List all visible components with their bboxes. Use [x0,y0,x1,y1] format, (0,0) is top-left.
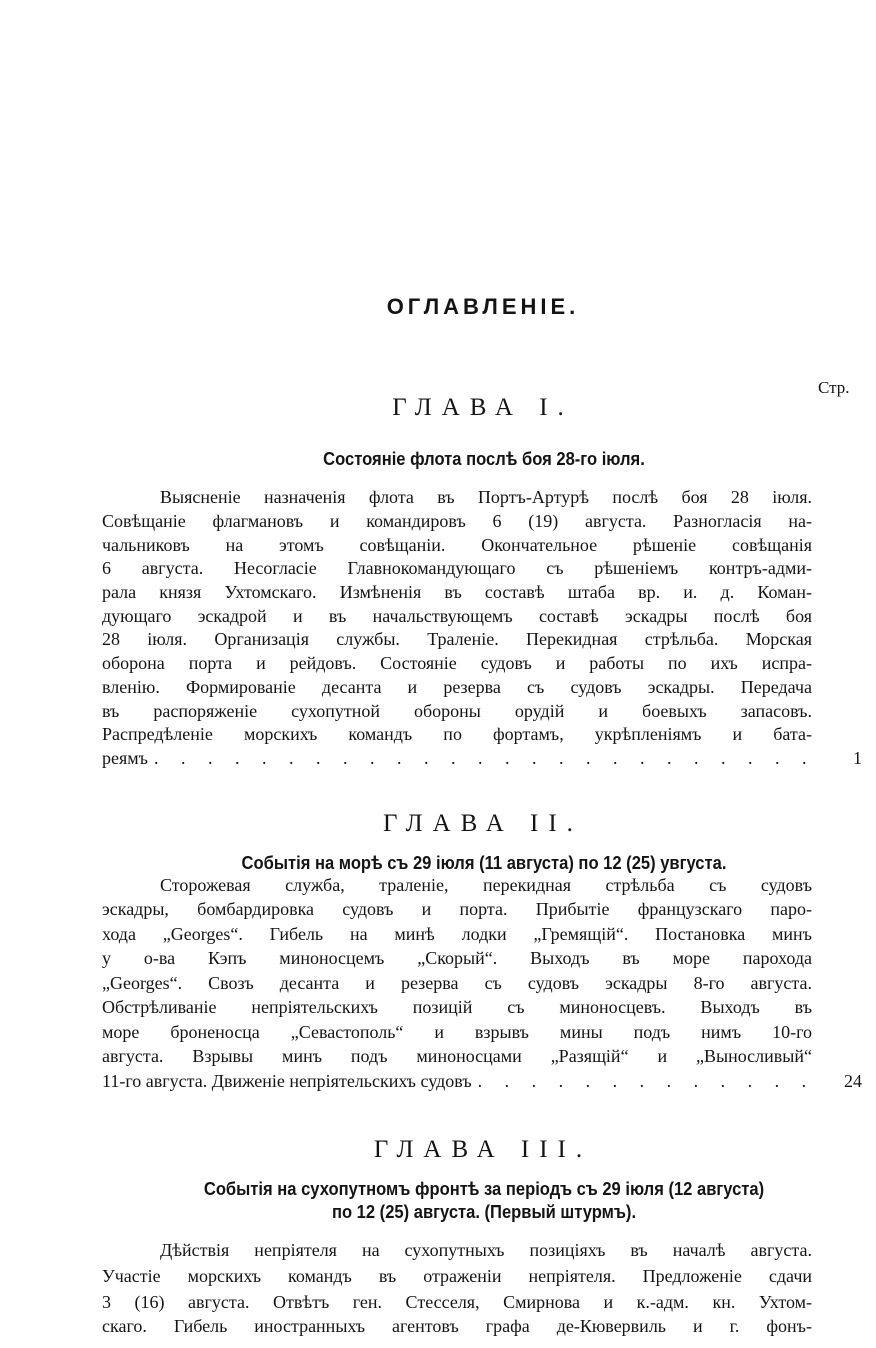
chapter-1-title: Состояніе флота послѣ боя 28-го іюля. [323,449,645,469]
chapter-1-heading: ГЛАВА I. [392,394,574,421]
summary-line: у о-ва Кэпъ миноносцемъ „Скорый“. Выходъ въ море парохода [102,948,812,968]
summary-line: оборона порта и рейдовъ. Состояніе судовъ и работы по ихъ испра- [102,653,812,673]
summary-line: „Georges“. Свозъ десанта и резерва съ судовъ эскадры 8-го августа. [102,973,812,993]
summary-line: 3 (16) августа. Отвѣтъ ген. Стесселя, Смирнова и к.-адм. кн. Ухтом- [102,1292,812,1312]
page-column-label: Стр. [818,378,850,397]
chapter-2-heading: ГЛАВА II. [383,810,583,837]
summary-line: эскадры, бомбардировка судовъ и порта. Прибытіе французскаго паро- [102,899,812,919]
summary-line: хода „Georges“. Гибель на минѣ лодки „Гремящій“. Постановка минъ [102,924,812,944]
dot-leader [148,746,826,770]
toc-entry-leader[interactable] [102,746,862,770]
summary-line: Выясненіе назначенія флота въ Портъ-Артурѣ послѣ боя 28 іюля. [160,487,812,507]
page-number[interactable]: 1 [853,748,862,768]
summary-line: 28 іюля. Организація службы. Траленіе. Перекидная стрѣльба. Морская [102,629,812,649]
summary-line: 6 августа. Несогласіе Главнокомандующаго съ рѣшеніемъ контръ-адми- [102,558,812,578]
summary-line: рала князя Ухтомскаго. Измѣненія въ составѣ штаба вр. и. д. Коман- [102,582,812,602]
leader-text: 11-го августа. Движеніе непріятельскихъ судовъ [102,1071,472,1091]
summary-line: въ распоряженіе сухопутной обороны орудій и боевыхъ запасовъ. [102,701,812,721]
summary-line: августа. Взрывы минъ подъ миноносцами „Разящій“ и „Выносливый“ [102,1046,812,1066]
chapter-3-title-line: по 12 (25) августа. (Первый штурмъ). [331,1202,637,1222]
summary-line: Обстрѣливаніе непріятельскихъ позицій съ миноносцевъ. Выходъ въ [102,997,812,1017]
summary-line: дующаго эскадрой и въ начальствующемъ составѣ эскадры послѣ боя [102,606,812,626]
summary-line: скаго. Гибель иностранныхъ агентовъ графа де-Кювервиль и г. фонъ- [102,1316,812,1336]
summary-line: Распредѣленіе морскихъ командъ по фортамъ, укрѣпленіямъ и бата- [102,724,812,744]
toc-entry-leader[interactable] [102,1069,862,1093]
page-number[interactable]: 24 [844,1071,862,1091]
toc-title: ОГЛАВЛЕНІЕ. [386,294,580,319]
chapter-3-title-line: Событія на сухопутномъ фронтѣ за періодъ съ 29 іюля (12 августа) [203,1179,765,1199]
summary-line: чальниковъ на этомъ совѣщаніи. Окончательное рѣшеніе совѣщанія [102,535,812,555]
summary-line: Участіе морскихъ командъ въ отраженіи непріятеля. Предложеніе сдачи [102,1266,812,1286]
chapter-3-heading: ГЛАВА III. [373,1136,593,1163]
summary-line: Совѣщаніе флагмановъ и командировъ 6 (19) августа. Разногласія на- [102,511,812,531]
summary-line: вленію. Формированіе десанта и резерва съ судовъ эскадры. Передача [102,677,812,697]
summary-line: Сторожевая служба, траленіе, перекидная стрѣльба съ судовъ [160,875,812,895]
dot-leader [472,1069,826,1093]
leader-text: реямъ [102,748,148,768]
summary-line: Дѣйствія непріятеля на сухопутныхъ позиціяхъ въ началѣ августа. [160,1240,812,1260]
summary-line: море броненосца „Севастополь“ и взрывъ мины подъ нимъ 10-го [102,1022,812,1042]
chapter-2-title: Событія на морѣ съ 29 іюля (11 августа) по 12 (25) увгуста. [241,853,727,873]
